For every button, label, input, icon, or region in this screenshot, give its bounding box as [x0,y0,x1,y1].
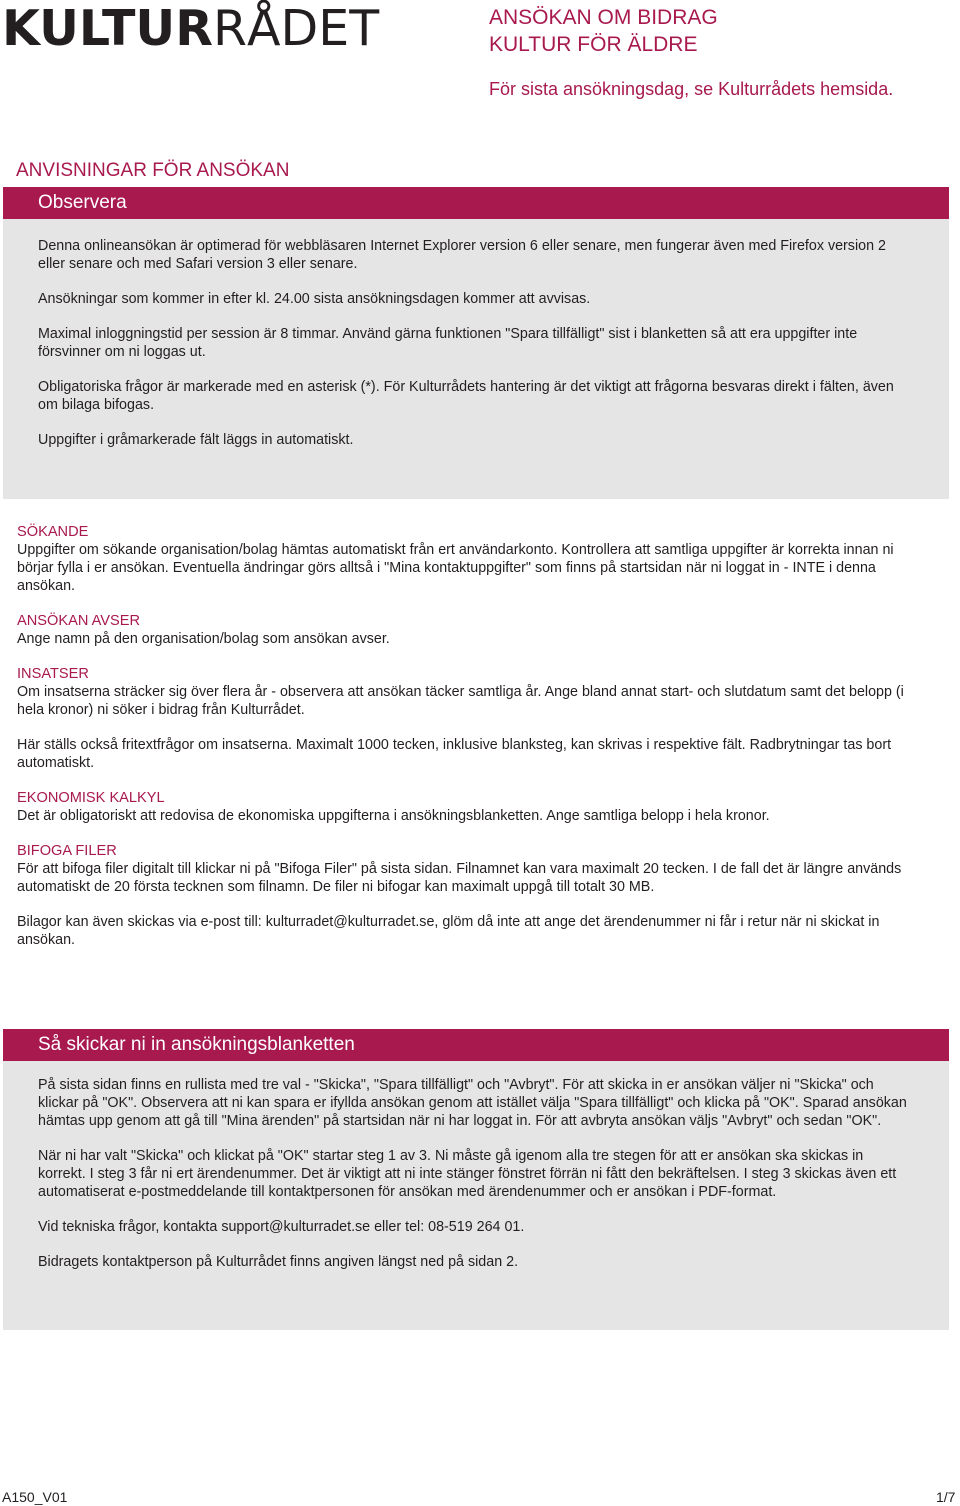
submission-paragraph: När ni har valt "Skicka" och klickat på "OK" startar steg 1 av 3. Ni måste gå igenom alla tre stegen för att er ansökan ska skickas in korrekt. I steg 3 får ni ert ärendenummer. Det är viktigt att ni inte stänger fönstret förrän ni fått den bekräftelsen. I steg 3 skickas även ett automatiserat e-postmeddelande till kontaktpersonen för ansökan med ärendenummer och er ansökan i PDF-format. [38,1148,897,1200]
page-number: 1/7 [936,1489,956,1505]
section-text-insatser: Om insatserna sträcker sig över flera år - observera att ansökan täcker samtliga år. Ange bland annat start- och slutdatum samt det belopp (i hela kronor) ni söker i bidrag från Kulturrådet. [17,684,904,718]
submission-body [3,1061,949,1271]
submission-paragraph: Vid tekniska frågor, kontakta support@kulturradet.se eller tel: 08-519 264 01. [38,1219,525,1235]
instructions-heading: ANVISNINGAR FÖR ANSÖKAN [16,160,290,181]
kulturradet-logo [2,0,380,57]
form-title-line1: ANSÖKAN OM BIDRAG [489,6,718,29]
observera-body [3,219,949,449]
observera-paragraph: Ansökningar som kommer in efter kl. 24.00 sista ansökningsdagen kommer att avvisas. [38,291,591,307]
section-text-sokande: Uppgifter om sökande organisation/bolag hämtas automatiskt från ert användarkonto. Kontrollera att samtliga uppgifter är korrekta innan ni börjar fylla i er ansökan. Eventuella ändringar görs alltså i "Mina kontaktuppgifter" som finns på startsidan när ni loggat in - INTE i denna ansökan. [17,542,894,594]
section-text-bifoga-filer-2: Bilagor kan även skickas via e-post till: kulturradet@kulturradet.se, glöm då inte att ange det ärendenummer ni får i retur när ni skickat in ansökan. [17,914,880,948]
observera-paragraph: Maximal inloggningstid per session är 8 timmar. Använd gärna funktionen "Spara tillfälligt" sist i blanketten så att era uppgifter inte försvinner om ni loggas ut. [38,326,858,360]
section-insatser [17,665,922,719]
observera-paragraph: Obligatoriska frågor är markerade med en asterisk (*). För Kulturrådets hantering är det viktigt att frågorna besvaras direkt i fälten, även om bilaga bifogas. [38,379,894,413]
section-heading-sokande: SÖKANDE [17,524,89,540]
section-sokande [17,523,922,595]
section-text-insatser-2: Här ställs också fritextfrågor om insatserna. Maximalt 1000 tecken, inklusive blanksteg, kan skrivas i respektive fält. Radbrytningar tas bort automatiskt. [17,737,892,771]
section-heading-bifoga-filer: BIFOGA FILER [17,843,117,859]
observera-title: Observera [3,187,949,219]
section-text-ekonomisk-kalkyl: Det är obligatoriskt att redovisa de ekonomiska uppgifterna i ansökningsblanketten. Ange samtliga belopp i hela kronor. [17,808,770,824]
section-ekonomisk-kalkyl [17,789,922,825]
submission-title: Så skickar ni in ansökningsblanketten [3,1029,949,1061]
section-text-bifoga-filer: För att bifoga filer digitalt till klickar ni på "Bifoga Filer" på sista sidan. Filnamnet kan vara maximalt 20 tecken. I de fall det är längre används automatiskt de 20 första tecknen som filnamn. De filer ni bifogar kan maximalt uppgå till totalt 30 MB. [17,861,902,895]
section-heading-insatser: INSATSER [17,666,89,682]
submission-paragraph: Bidragets kontaktperson på Kulturrådet finns angiven längst ned på sidan 2. [38,1254,519,1270]
section-heading-ansokan-avser: ANSÖKAN AVSER [17,613,141,629]
form-title [489,4,718,58]
section-bifoga-filer-extra [17,913,922,949]
section-ansokan-avser [17,612,922,648]
deadline-note: För sista ansökningsdag, se Kulturrådets hemsida. [489,79,894,99]
form-code: A150_V01 [2,1489,68,1505]
logo-bold-text: KULTUR [2,0,213,57]
section-insatser-extra [17,736,922,772]
instruction-sections [17,523,922,966]
logo-light-text: RÅDET [212,0,380,57]
submission-paragraph: På sista sidan finns en rullista med tre val - "Skicka", "Spara tillfälligt" och "Avbryt". För att skicka in er ansökan väljer ni "Skicka" och klickar på "OK". Observera att ni kan spara er ifyllda ansökan genom att istället välja "Spara tillfälligt" och klicka på "OK". Sparad ansökan hämtas upp genom att gå till "Mina ärenden" på startsidan när ni har loggat in. För att avbryta ansökan väljs "Avbryt" och sedan "OK". [38,1077,907,1129]
submission-box [3,1029,949,1330]
section-bifoga-filer [17,842,922,896]
section-heading-ekonomisk-kalkyl: EKONOMISK KALKYL [17,790,165,806]
section-text-ansokan-avser: Ange namn på den organisation/bolag som ansökan avser. [17,631,390,647]
observera-paragraph: Denna onlineansökan är optimerad för webbläsaren Internet Explorer version 6 eller senare, men fungerar även med Firefox version 2 eller senare och med Safari version 3 eller senare. [38,238,886,272]
observera-box [3,187,949,499]
form-title-line2: KULTUR FÖR ÄLDRE [489,33,698,56]
observera-paragraph: Uppgifter i gråmarkerade fält läggs in automatiskt. [38,432,354,448]
